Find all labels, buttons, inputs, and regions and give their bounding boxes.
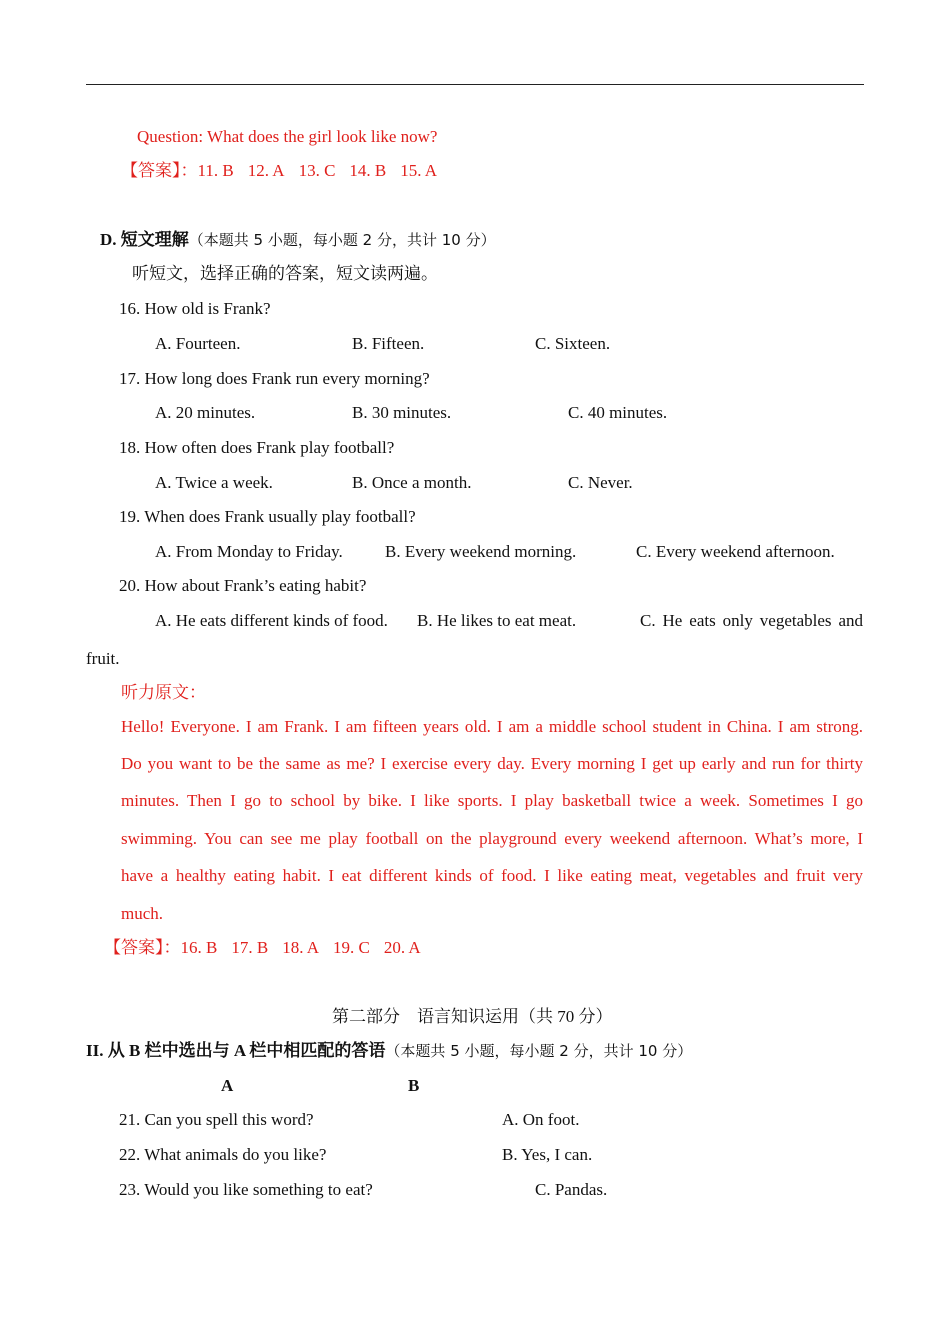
transcript-line: minutes. Then I go to school by bike. I like sports. I play basketball twice a week. Sometimes I go bbox=[121, 791, 863, 810]
header-rule bbox=[86, 84, 864, 85]
answer-item: 20. A bbox=[383, 938, 421, 957]
match-answer-b: B. Yes, I can. bbox=[502, 1145, 593, 1164]
question-20: 20. How about Frank’s eating habit? bbox=[119, 576, 367, 595]
answer-item: 17. B bbox=[231, 938, 269, 957]
match-question-22: 22. What animals do you like? bbox=[119, 1145, 327, 1164]
section-d-instruction: 听短文，选择正确的答案，短文读两遍。 bbox=[132, 264, 438, 283]
option-16-b: B. Fifteen. bbox=[352, 334, 425, 353]
option-19-c: C. Every weekend afternoon. bbox=[636, 542, 835, 561]
option-17-c: C. 40 minutes. bbox=[568, 403, 668, 422]
transcript-line: swimming. You can see me play football on the playground every weekend afternoon. What’s more, I bbox=[121, 829, 863, 848]
match-answer-a: A. On foot. bbox=[502, 1110, 580, 1129]
option-16-a: A. Fourteen. bbox=[155, 334, 241, 353]
section-ii-title: 从 B 栏中选出与 A 栏中相匹配的答语 bbox=[107, 1041, 386, 1060]
answer-item: 14. B bbox=[349, 161, 387, 180]
transcript-line: Hello! Everyone. I am Frank. I am fifteen years old. I am a middle school student in China. I am strong. bbox=[121, 717, 863, 736]
question-18: 18. How often does Frank play football? bbox=[119, 438, 395, 457]
answer-line-16-20 bbox=[104, 937, 435, 959]
option-20-c: C. He eats only vegetables and bbox=[640, 611, 863, 630]
option-20-a: A. He eats different kinds of food. bbox=[155, 611, 388, 630]
transcript-line: much. bbox=[121, 904, 164, 923]
answer-prefix: 【答案】： bbox=[121, 161, 198, 180]
option-19-a: A. From Monday to Friday. bbox=[155, 542, 343, 561]
answer-item: 13. C bbox=[298, 161, 336, 180]
question-16: 16. How old is Frank? bbox=[119, 299, 271, 318]
question-19: 19. When does Frank usually play football? bbox=[119, 507, 416, 526]
option-16-c: C. Sixteen. bbox=[535, 334, 611, 353]
option-18-a: A. Twice a week. bbox=[155, 473, 273, 492]
section-d-heading bbox=[100, 229, 496, 251]
option-17-b: B. 30 minutes. bbox=[352, 403, 452, 422]
transcript-label: 听力原文： bbox=[121, 683, 206, 702]
answer-item: 12. A bbox=[247, 161, 285, 180]
option-18-b: B. Once a month. bbox=[352, 473, 472, 492]
option-20-c-continuation: fruit. bbox=[86, 649, 120, 668]
answer-line-11-15 bbox=[121, 160, 451, 182]
answer-item: 15. A bbox=[400, 161, 438, 180]
match-question-23: 23. Would you like something to eat? bbox=[119, 1180, 373, 1199]
answer-item: 11. B bbox=[197, 161, 234, 180]
section-d-note: （本题共 5 小题，每小题 2 分，共计 10 分） bbox=[188, 231, 496, 249]
section-ii-heading bbox=[86, 1040, 692, 1062]
transcript-line: Do you want to be the same as me? I exercise every day. Every morning I get up early and run for thirty bbox=[121, 754, 863, 773]
answer-prefix: 【答案】： bbox=[104, 938, 181, 957]
question-17: 17. How long does Frank run every morning? bbox=[119, 369, 430, 388]
match-question-21: 21. Can you spell this word? bbox=[119, 1110, 314, 1129]
section-ii-label: II. bbox=[86, 1041, 104, 1060]
option-17-a: A. 20 minutes. bbox=[155, 403, 256, 422]
answer-item: 16. B bbox=[180, 938, 218, 957]
question-text: Question: What does the girl look like now? bbox=[137, 127, 438, 146]
section-ii-note: （本题共 5 小题，每小题 2 分，共计 10 分） bbox=[385, 1042, 693, 1060]
answer-item: 18. A bbox=[282, 938, 320, 957]
option-19-b: B. Every weekend morning. bbox=[385, 542, 577, 561]
transcript-line: have a healthy eating habit. I eat different kinds of food. I like eating meat, vegetables and fruit very bbox=[121, 866, 863, 885]
option-18-c: C. Never. bbox=[568, 473, 633, 492]
column-b-header: B bbox=[408, 1076, 420, 1095]
option-20-b: B. He likes to eat meat. bbox=[417, 611, 577, 630]
part-two-heading: 第二部分 语言知识运用（共 70 分） bbox=[332, 1007, 613, 1026]
match-answer-c: C. Pandas. bbox=[535, 1180, 608, 1199]
section-d-title: 短文理解 bbox=[120, 230, 189, 249]
answer-item: 19. C bbox=[333, 938, 370, 957]
column-a-header: A bbox=[221, 1076, 234, 1095]
section-d-label: D. bbox=[100, 230, 117, 249]
